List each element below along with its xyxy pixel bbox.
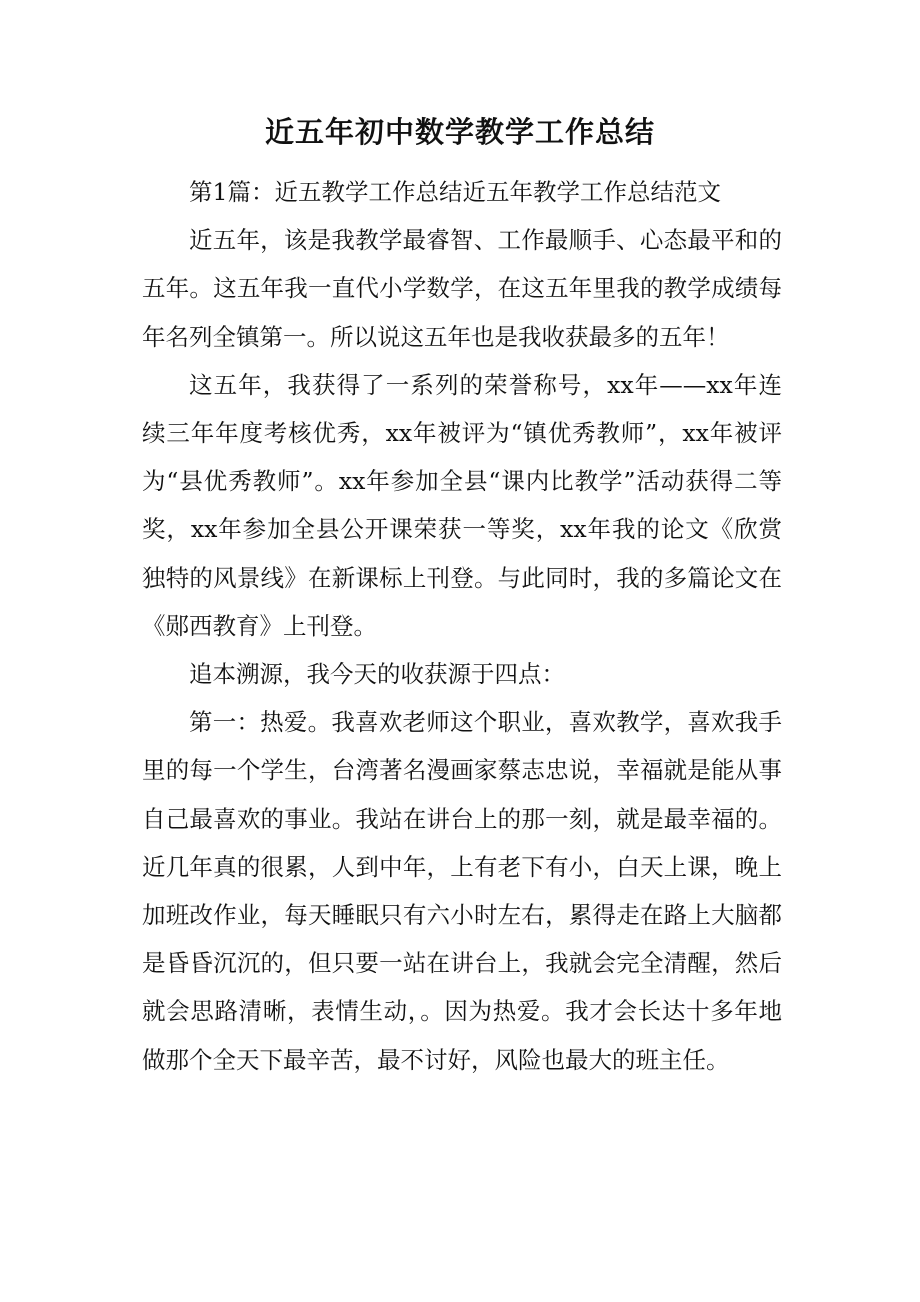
paragraph-intro: 近五年，该是我教学最睿智、工作最顺手、心态最平和的五年。这五年我一直代小学数学，在这五年里我的教学成绩每年名列全镇第一。所以说这五年也是我收获最多的五年！ xyxy=(142,226,782,351)
paragraph-heading: 第1篇：近五教学工作总结近五年教学工作总结范文 xyxy=(189,178,721,206)
paragraph-honors: 这五年，我获得了一系列的荣誉称号，xx年——xx年连续三年年度考核优秀，xx年被评为“镇优秀教师”，xx年被评为“县优秀教师”。xx年参加全县“课内比教学”活动获得二等奖，xx年参加全县公开课荣获一等奖，xx年我的论文《欣赏独特的风景线》在新课标上刊登。与此同时，我的多篇论文在《郧西教育》上刊登。 xyxy=(142,370,782,640)
document-title: 近五年初中数学教学工作总结 xyxy=(264,115,655,149)
document-body xyxy=(142,168,782,1084)
paragraph-first-reason: 第一：热爱。我喜欢老师这个职业，喜欢教学，喜欢我手里的每一个学生，台湾著名漫画家蔡志忠说，幸福就是能从事自己最喜欢的事业。我站在讲台上的那一刻，就是最幸福的。近几年真的很累，人到中年，上有老下有小，白天上课，晚上加班改作业，每天睡眠只有六小时左右，累得走在路上大脑都是昏昏沉沉的，但只要一站在讲台上，我就会完全清醒，然后就会思路清晰，表情生动，。因为热爱。我才会长达十多年地做那个全天下最辛苦，最不讨好，风险也最大的班主任。 xyxy=(142,708,782,1074)
paragraph-reasons-intro: 追本溯源，我今天的收获源于四点： xyxy=(189,660,565,689)
